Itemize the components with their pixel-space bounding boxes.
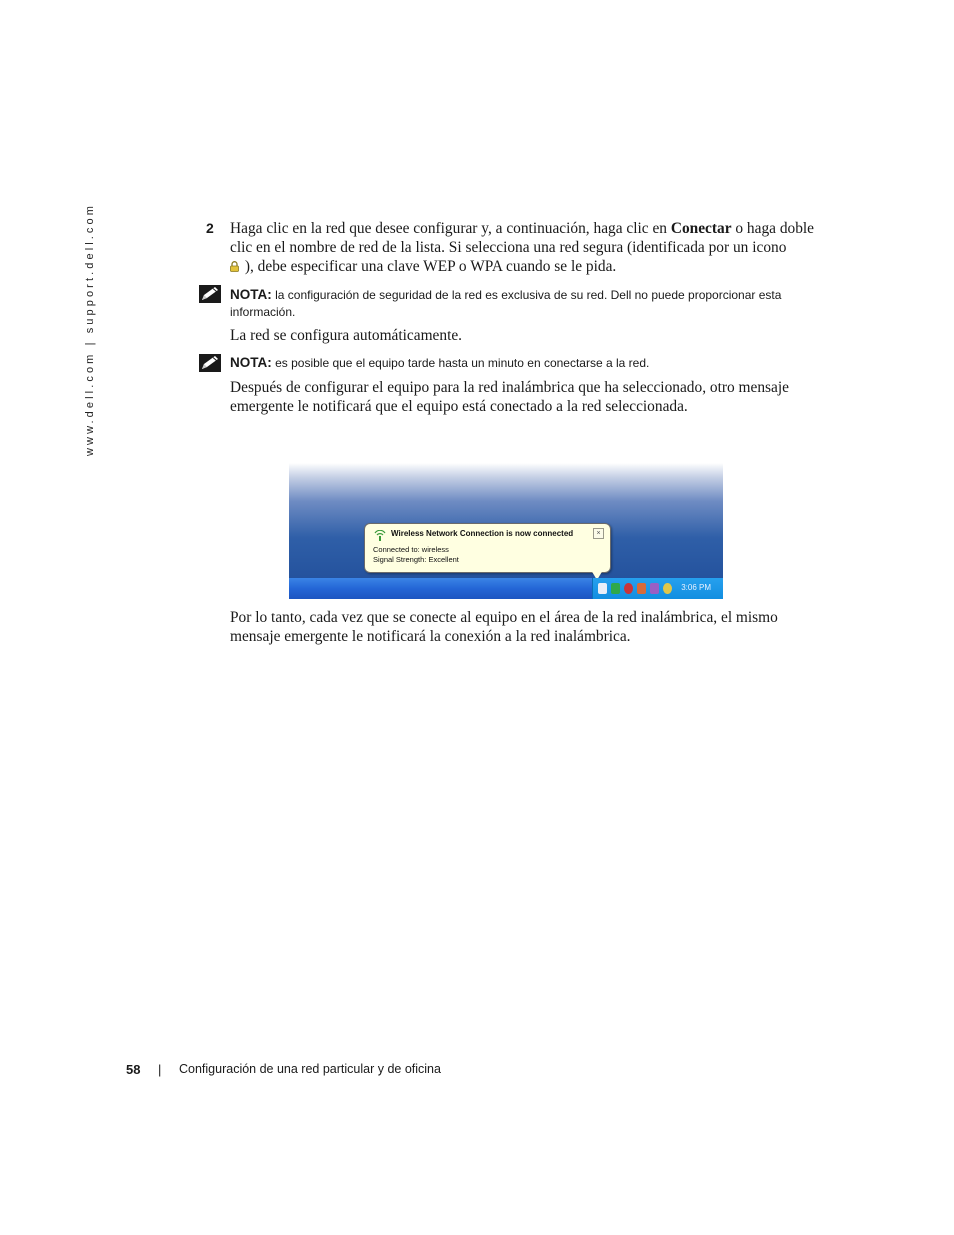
- step-text-before: Haga clic en la red que desee configurar y, a continuación, haga clic en: [230, 220, 671, 237]
- screenshot-figure: [289, 463, 723, 599]
- lock-icon: [230, 258, 239, 269]
- note-1-label: NOTA:: [230, 287, 272, 302]
- signal-tray-icon[interactable]: [611, 583, 620, 594]
- note-2-label: NOTA:: [230, 355, 272, 370]
- step-text-after-icon: ), debe especificar una clave WEP o WPA cuando se le pida.: [244, 258, 617, 275]
- note-1: [230, 286, 820, 321]
- step-text: [230, 219, 820, 276]
- note-pencil-icon-2: [199, 354, 221, 372]
- paragraph-auto-config: La red se configura automáticamente.: [230, 327, 463, 344]
- security-tray-icon[interactable]: [624, 583, 633, 594]
- app-tray-icon[interactable]: [637, 583, 646, 594]
- note-2-text: es posible que el equipo tarde hasta un minuto en conectarse a la red.: [275, 356, 650, 370]
- note-pencil-icon: [199, 285, 221, 303]
- step-number: 2: [206, 220, 214, 236]
- sidebar-url: www.dell.com | support.dell.com: [84, 202, 96, 456]
- volume-tray-icon[interactable]: [650, 583, 659, 594]
- balloon-close-button[interactable]: ×: [593, 528, 604, 539]
- paragraph-after-config: Después de configurar el equipo para la red inalámbrica que ha seleccionado, otro mensaje emergente le notificará que el equipo está conectado a la red seleccionada.: [230, 379, 789, 415]
- balloon-connected-to: Connected to: wireless: [373, 545, 449, 554]
- note-2: [230, 354, 820, 372]
- paragraph-conclusion: Por lo tanto, cada vez que se conecte al equipo en el área de la red inalámbrica, el mismo mensaje emergente le notificará la conexión a la red inalámbrica.: [230, 609, 778, 645]
- balloon-signal-strength: Signal Strength: Excellent: [373, 555, 459, 564]
- system-tray: [592, 578, 723, 599]
- step-text-after: o haga doble clic en el nombre de red de la lista. Si selecciona una red segura (identificada por un icono: [230, 220, 815, 256]
- balloon-title: Wireless Network Connection is now connected: [391, 529, 574, 538]
- note-1-text: la configuración de seguridad de la red es exclusiva de su red. Dell no puede proporcionar esta información.: [230, 288, 782, 319]
- page-number: 58: [126, 1062, 141, 1077]
- tray-clock[interactable]: 3:06 PM: [681, 583, 711, 592]
- network-tray-icon[interactable]: [598, 583, 607, 594]
- taskbar: [289, 578, 723, 599]
- step-bold-conectar: Conectar: [670, 220, 732, 237]
- update-tray-icon[interactable]: [663, 583, 672, 594]
- footer-chapter-title: Configuración de una red particular y de oficina: [179, 1062, 441, 1076]
- wireless-icon: [373, 528, 387, 539]
- footer-separator: |: [158, 1062, 162, 1077]
- notification-balloon[interactable]: [364, 523, 611, 573]
